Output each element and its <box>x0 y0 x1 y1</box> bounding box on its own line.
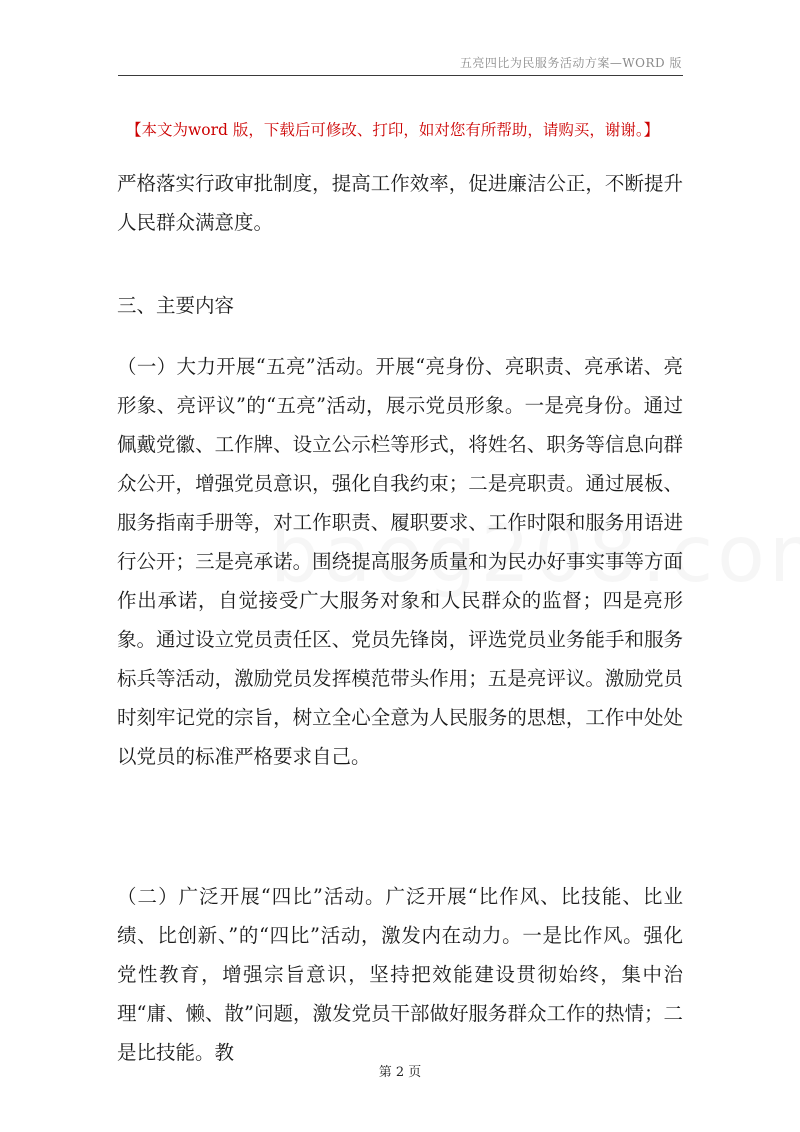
paragraph-four-bi: （二）广泛开展“四比”活动。广泛开展“比作风、比技能、比业绩、比创新、”的“四比”活动，激发内在动力。一是比作风。强化党性教育，增强宗旨意识，坚持把效能建设贯彻始终，集中治理“庸、懒、散”问题，激发党员干部做好服务群众工作的热情；二是比技能。教 <box>117 885 683 1064</box>
header-divider <box>118 75 683 76</box>
paragraph-intro-continuation: 严格落实行政审批制度，提高工作效率，促进廉洁公正，不断提升人民群众满意度。 <box>117 172 683 234</box>
paragraph-five-liang: （一）大力开展“五亮”活动。开展“亮身份、亮职责、亮承诺、亮形象、亮评议”的“五亮”活动，展示党员形象。一是亮身份。通过佩戴党徽、工作牌、设立公示栏等形式，将姓名、职务等信息向群众公开，增强党员意识，强化自我约束；二是亮职责。通过展板、服务指南手册等，对工作职责、履职要求、工作时限和服务用语进行公开；三是亮承诺。围绕提高服务质量和为民办好事实事等方面作出承诺，自觉接受广大服务对象和人民群众的监督；四是亮形象。通过设立党员责任区、党员先锋岗，评选党员业务能手和服务标兵等活动，激励党员发挥模范带头作用；五是亮评议。激励党员时刻牢记党的宗旨，树立全心全意为人民服务的思想，工作中处处以党员的标准严格要求自己。 <box>117 355 683 768</box>
purchase-notice: 【本文为word 版，下载后可修改、打印，如对您有所帮助，请购买，谢谢。】 <box>126 121 660 139</box>
page-number: 第 2 页 <box>378 1065 422 1080</box>
running-header: 五亮四比为民服务活动方案—WORD 版 <box>459 56 682 70</box>
section-heading: 三、主要内容 <box>117 294 235 317</box>
